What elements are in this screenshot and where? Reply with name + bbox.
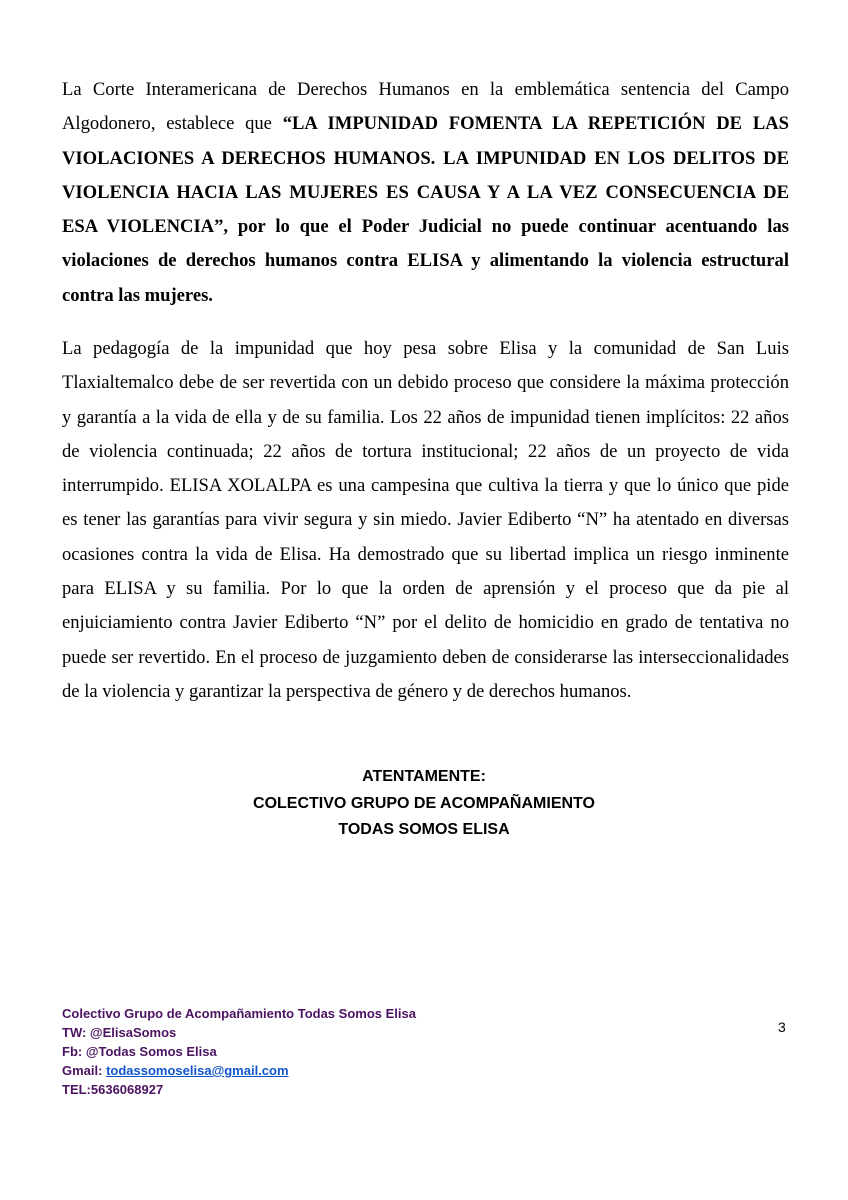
footer-telephone: TEL:5636068927 (62, 1082, 164, 1097)
closing-group-name: TODAS SOMOS ELISA (338, 821, 510, 838)
closing-collective-name: COLECTIVO GRUPO DE ACOMPAÑAMIENTO (253, 794, 595, 812)
paragraph-bold-quote: “LA IMPUNIDAD FOMENTA LA REPETICIÓN DE LAS VIOLACIONES A DERECHOS HUMANOS. LA IMPUNIDAD EN LOS DELITOS DE VIOLENCIA HACIA LAS MUJERES ES CAUSA Y A LA VEZ CONSECUENCIA DE ESA VIOLENCIA”, por lo que el Poder Judicial no puede continuar acentuando las violaciones de derechos humanos contra ELISA y alimentando la violencia estructural contra las mujeres. (62, 113, 789, 306)
closing-salutation: ATENTAMENTE: (362, 768, 486, 785)
footer-gmail (62, 1061, 416, 1080)
footer-contact (62, 1004, 416, 1099)
page-number: 3 (778, 1019, 786, 1035)
footer-facebook: Fb: @Todas Somos Elisa (62, 1044, 217, 1059)
paragraph-pedagogia-impunidad: La pedagogía de la impunidad que hoy pesa sobre Elisa y la comunidad de San Luis Tlaxialtemalco debe de ser revertida con un debido proceso que considere la máxima protección y garantía a la vida de ella y de su familia. Los 22 años de impunidad tienen implícitos: 22 años de violencia continuada; 22 años de tortura institucional; 22 años de un proyecto de vida interrumpido. ELISA XOLALPA es una campesina que cultiva la tierra y que lo único que pide es tener las garantías para vivir segura y sin miedo. Javier Ediberto “N” ha atentado en diversas ocasiones contra la vida de Elisa. Ha demostrado que su libertad implica un riesgo inminente para ELISA y su familia. Por lo que la orden de aprensión y el proceso que da pie al enjuiciamiento contra Javier Ediberto “N” por el delito de homicidio en grado de tentativa no puede ser revertido. En el proceso de juzgamiento deben de considerarse las interseccionalidades de la violencia y garantizar la perspectiva de género y de derechos humanos. (62, 338, 789, 702)
paragraph-campo-algodonero (62, 73, 789, 313)
paragraph-intro-text: La Corte Interamericana de Derechos Humanos en la emblemática sentencia del Campo Algodonero, establece que (62, 79, 789, 135)
footer-org-name: Colectivo Grupo de Acompañamiento Todas Somos Elisa (62, 1006, 416, 1021)
footer-gmail-label: Gmail: (62, 1063, 107, 1078)
email-link[interactable]: todassomoselisa@gmail.com (106, 1063, 289, 1078)
closing-signature (0, 764, 848, 844)
footer-twitter: TW: @ElisaSomos (62, 1025, 177, 1040)
